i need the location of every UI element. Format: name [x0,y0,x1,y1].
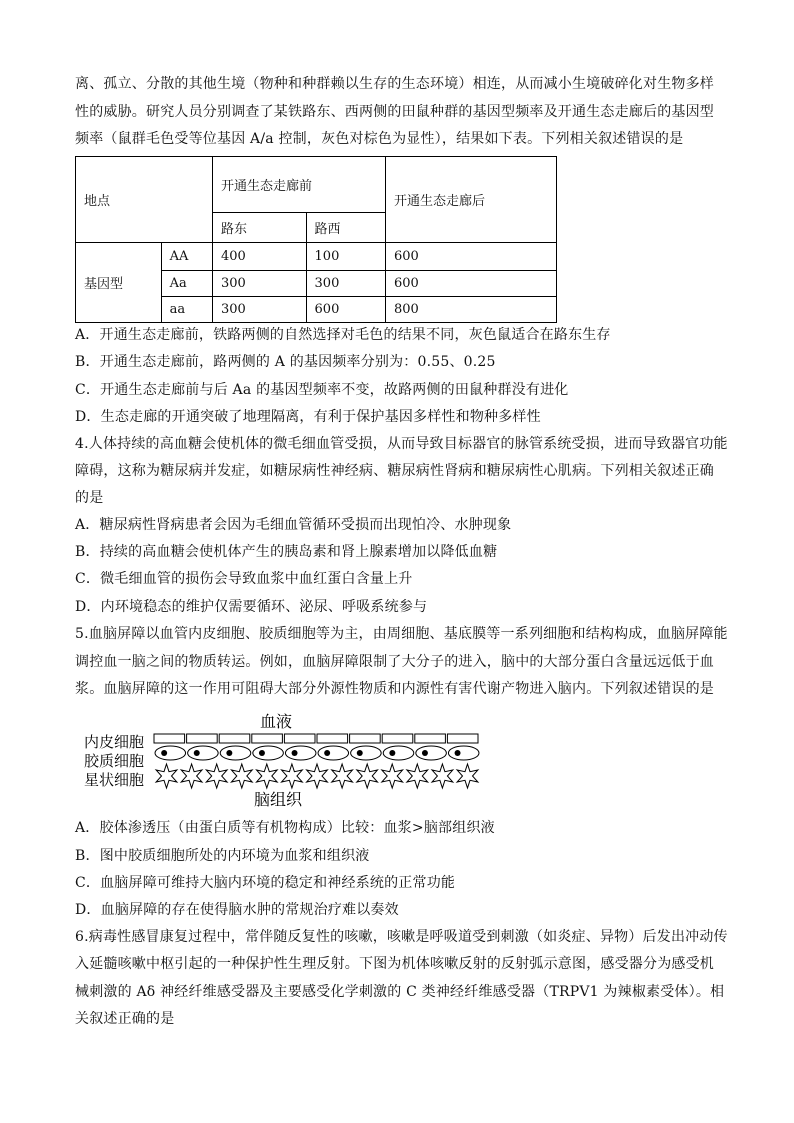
glial-cell-nucleus [422,750,428,756]
label-astrocyte: 星状细胞 [84,771,145,789]
glial-cell [155,746,186,760]
cell-genotype: aa [161,297,212,323]
endothelial-cell [447,734,478,743]
q4-stem-line-3: 的是 [75,490,104,506]
cell-after: 600 [386,243,557,271]
astrocyte-row [156,764,478,788]
endothelial-cell [154,734,185,743]
q6-stem-line-3: 械刺激的 Aδ 神经纤维感受器及主要感受化学刺激的 C 类神经纤维感受器（TRPV1 为辣椒素受体）。相 [75,984,725,1000]
glial-cell-nucleus [455,750,461,756]
cell-genotype: Aa [161,271,212,297]
cell-after: 800 [386,297,557,323]
endothelial-cell [252,734,283,743]
glial-cell-nucleus [389,750,395,756]
q5-stem-line-2: 调控血一脑之间的物质转运。例如，血脑屏障限制了大分子的进入，脑中的大部分蛋白含量远远低于血 [75,654,714,670]
q4-stem-line-2: 障碍，这称为糖尿病并发症，如糖尿病性神经病、糖尿病性肾病和糖尿病性心肌病。下列相关叙述正确 [75,463,714,479]
endothelial-cell [317,734,348,743]
cell-west: 300 [306,271,385,297]
q3-stem-line-2: 性的威胁。研究人员分别调查了某铁路东、西两侧的田鼠种群的基因型频率及开通生态走廊后的基因型 [75,104,714,120]
astrocyte-cell [257,764,278,788]
cell-west: 600 [306,297,385,323]
astrocyte-cell [382,764,403,788]
astrocyte-cell [156,764,177,788]
cell-east: 300 [213,271,307,297]
astrocyte-cell [432,764,453,788]
astrocyte-cell [181,764,202,788]
endothelial-cell [187,734,218,743]
q6-stem-line-2: 入延髓咳嗽中枢引起的一种保护性生理反射。下图为机体咳嗽反射的反射弧示意图，感受器分为感受机 [75,956,714,972]
q6-stem-line-4: 关叙述正确的是 [75,1011,175,1027]
glial-cell-nucleus [292,750,298,756]
q4-option-c: C．微毛细血管的损伤会导致血浆中血红蛋白含量上升 [75,571,413,587]
q6-stem-line-1: 6.病毒性感冒康复过程中，常伴随反复性的咳嗽，咳嗽是呼吸道受到刺激（如炎症、异物）后发出冲动传 [75,929,728,945]
q4-option-a: A．糖尿病性肾病患者会因为毛细血管循环受损而出现怕冷、水肿现象 [75,517,512,533]
endothelial-cell [382,734,413,743]
glial-cell [448,746,479,760]
glial-cell-nucleus [357,750,363,756]
q4-option-b: B．持续的高血糖会使机体产生的胰岛素和肾上腺素增加以降低血糖 [75,544,498,560]
glial-cell [351,746,382,760]
label-endothelial-cell: 内皮细胞 [84,733,145,751]
glial-cell [253,746,284,760]
q5-stem-line-3: 浆。血脑屏障的这一作用可阻碍大部分外源性物质和内源性有害代谢产物进入脑内。下列叙述错误的是 [75,681,714,697]
genotype-table [75,156,557,323]
header-west: 路西 [306,213,385,243]
endothelial-cell [284,734,315,743]
glial-cell-nucleus [259,750,265,756]
q3-stem-line-1: 离、孤立、分散的其他生境（物种和种群赖以生存的生态环境）相连，从而减小生境破碎化对生物多样 [75,76,714,92]
astrocyte-cell [282,764,303,788]
q3-option-d: D．生态走廊的开通突破了地理隔离，有利于保护基因多样性和物种多样性 [75,409,541,425]
q5-option-c: C．血脑屏障可维持大脑内环境的稳定和神经系统的正常功能 [75,875,456,891]
astrocyte-cell [206,764,227,788]
q5-option-d: D．血脑屏障的存在使得脑水肿的常规治疗难以奏效 [75,902,399,918]
q5-option-b: B．图中胶质细胞所处的内环境为血浆和组织液 [75,848,370,864]
header-east: 路东 [213,213,307,243]
cell-after: 600 [386,271,557,297]
glial-cell-nucleus [194,750,200,756]
cell-genotype: AA [161,243,212,271]
q4-option-d: D．内环境稳态的维护仅需要循环、泌尿、呼吸系统参与 [75,599,428,615]
endothelial-cell [350,734,381,743]
header-before: 开通生态走廊前 [213,157,386,213]
glial-cell-nucleus [324,750,330,756]
glial-cell [318,746,349,760]
label-blood: 血液 [260,712,293,731]
astrocyte-cell [307,764,328,788]
glial-cell-nucleus [226,750,232,756]
astrocyte-cell [407,764,428,788]
glial-cell [285,746,316,760]
glial-cell [220,746,251,760]
endothelial-cell-row [154,734,478,743]
glial-cell-nucleus [161,750,167,756]
endothelial-cell [219,734,250,743]
cell-west: 100 [306,243,385,271]
header-after: 开通生态走廊后 [386,157,557,243]
q3-option-a: A．开通生态走廊前，铁路两侧的自然选择对毛色的结果不同，灰色鼠适合在路东生存 [75,327,611,343]
astrocyte-cell [357,764,378,788]
astrocyte-cell [231,764,252,788]
astrocyte-cell [332,764,353,788]
q3-option-b: B．开通生态走廊前，路两侧的 A 的基因频率分别为：0.55、0.25 [75,354,496,370]
label-glial-cell: 胶质细胞 [84,752,145,770]
glial-cell [416,746,447,760]
q3-option-c: C．开通生态走廊前与后 Aa 的基因型频率不变，故路两侧的田鼠种群没有进化 [75,382,569,398]
q5-option-a: A．胶体渗透压（由蛋白质等有机物构成）比较：血浆>脑部组织液 [75,820,495,836]
q4-stem-line-1: 4.人体持续的高血糖会使机体的微毛细血管受损，从而导致目标器官的脉管系统受损，进而导致器官功能 [75,436,728,452]
endothelial-cell [415,734,446,743]
cell-east: 400 [213,243,307,271]
blood-brain-barrier-diagram [82,710,482,810]
q3-stem-line-3: 频率（鼠群毛色受等位基因 A/a 控制，灰色对棕色为显性），结果如下表。下列相关叙述错误的是 [75,131,684,147]
glial-cell-row [155,746,479,760]
header-place: 地点 [76,157,213,243]
label-brain-tissue: 脑组织 [254,790,303,809]
glial-cell [188,746,219,760]
genotype-label: 基因型 [76,243,162,323]
q5-stem-line-1: 5.血脑屏障以血管内皮细胞、胶质细胞等为主，由周细胞、基底膜等一系列细胞和结构构成，血脑屏障能 [75,626,728,642]
astrocyte-cell [457,764,478,788]
glial-cell [383,746,414,760]
cell-east: 300 [213,297,307,323]
